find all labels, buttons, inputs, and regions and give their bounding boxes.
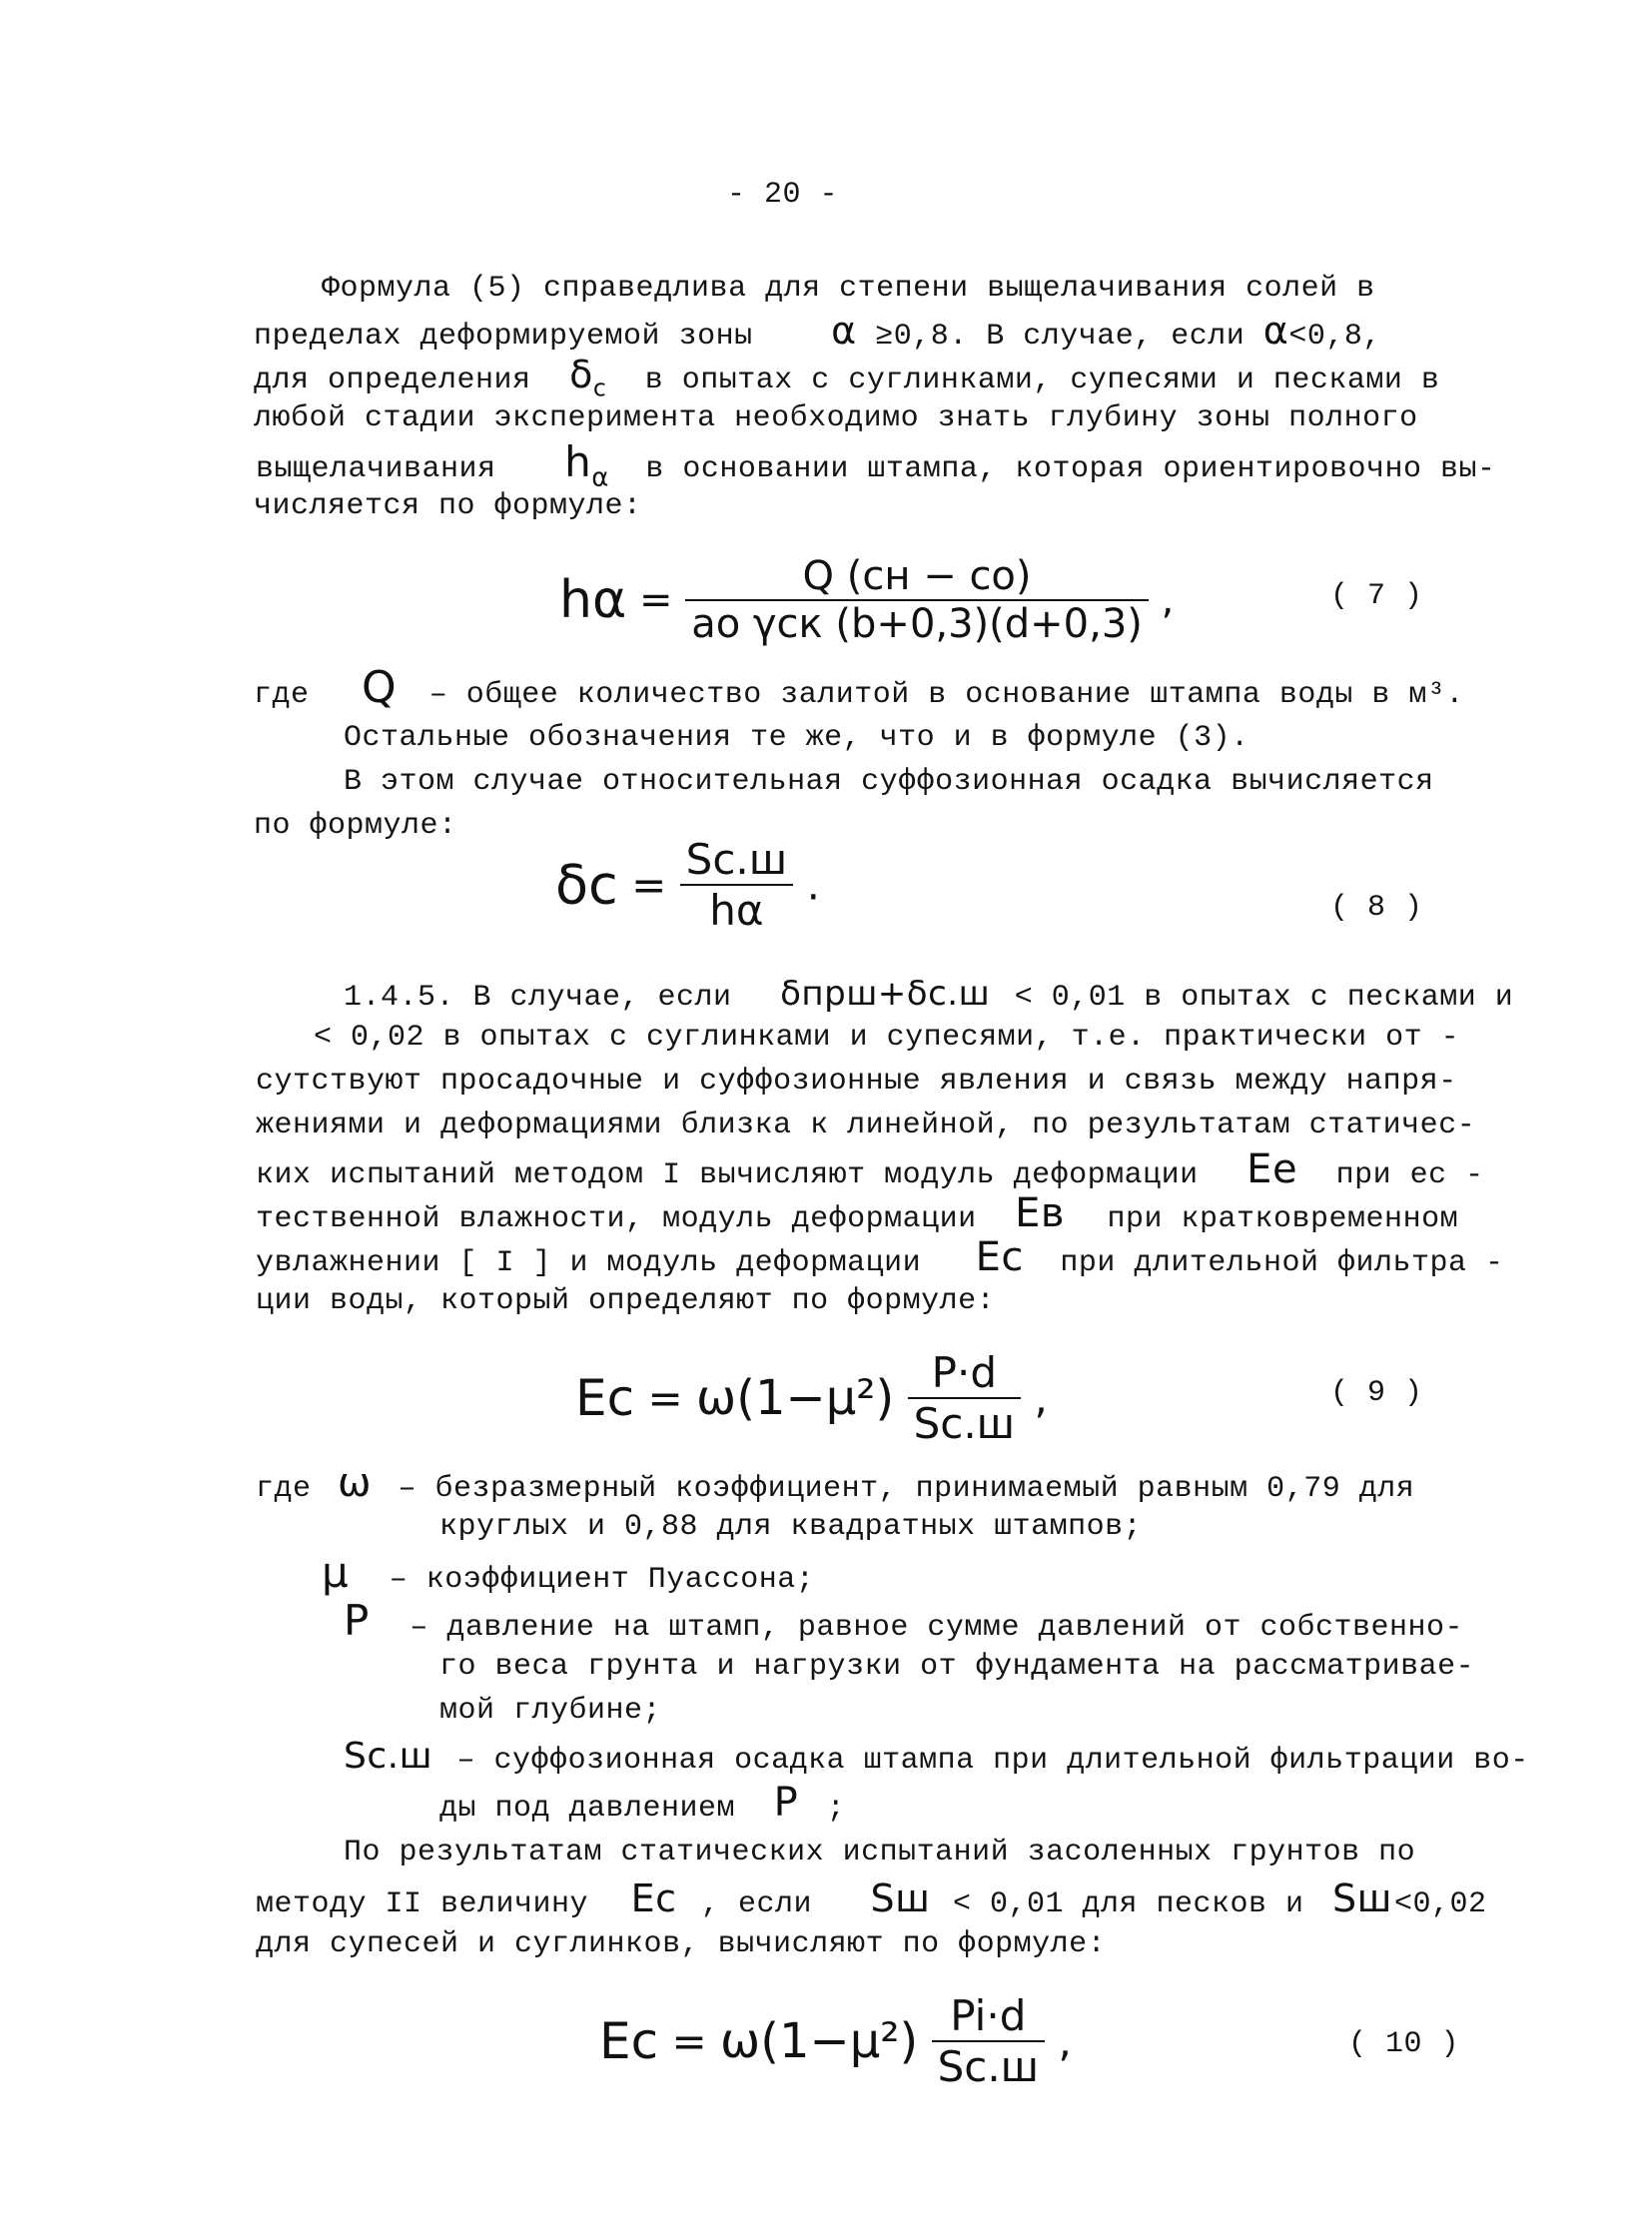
equation-8 bbox=[555, 835, 820, 935]
text-line: < 0,02 в опытах с суглинками и супесями, т.е. практически от - bbox=[314, 1021, 1460, 1055]
eq-numerator: Sс.ш bbox=[680, 835, 794, 886]
text-line: го веса грунта и нагрузки от фундамента на рассматривае- bbox=[439, 1650, 1475, 1684]
text-fragment: – коэффициент Пуассона; bbox=[389, 1563, 815, 1597]
symbol-q: Q bbox=[362, 662, 398, 713]
text-fragment: < 0,01 для песков и bbox=[952, 1887, 1304, 1921]
text-fragment: в опытах с суглинками, супесями и песками в bbox=[644, 364, 1440, 397]
text-line: любой стадии эксперимента необходимо знать глубину зоны полного bbox=[254, 401, 1418, 435]
text-fragment: ды под давлением bbox=[439, 1792, 736, 1826]
symbol-e-v: Eв bbox=[1015, 1190, 1065, 1236]
text-line: По результатам статических испытаний засоленных грунтов по bbox=[344, 1836, 1416, 1869]
period: . bbox=[806, 860, 820, 910]
eq-lhs: δc bbox=[555, 853, 618, 917]
eq-numerator: Pi·d bbox=[932, 1991, 1046, 2042]
symbol-delta-c: $\delta_c$ bbox=[569, 353, 607, 402]
equation-10 bbox=[599, 1991, 1072, 2091]
equation-9 bbox=[575, 1348, 1048, 1448]
text-line bbox=[256, 1460, 1415, 1508]
text-fragment: при ес - bbox=[1335, 1158, 1484, 1192]
text-line bbox=[256, 1190, 1459, 1238]
eq-denominator: aо γск (b+0,3)(d+0,3) bbox=[691, 601, 1143, 647]
eq-denominator: Sс.ш bbox=[913, 1399, 1016, 1448]
text-fragment: – безразмерный коэффициент, принимаемый равным 0,79 для bbox=[398, 1472, 1415, 1506]
symbol-mu: μ bbox=[322, 1548, 350, 1597]
equals-sign: = bbox=[671, 2016, 707, 2066]
text-fragment: где bbox=[254, 678, 310, 712]
text-line: жениями и деформациями близка к линейной, по результатам статичес- bbox=[256, 1109, 1476, 1142]
text-fragment: для определения bbox=[254, 364, 531, 397]
text-fragment: выщелачивания bbox=[256, 452, 496, 486]
symbol-p: P bbox=[773, 1780, 799, 1826]
symbol-e-c: Eс bbox=[630, 1876, 677, 1920]
eq-numerator: P·d bbox=[908, 1348, 1022, 1399]
equation-number: ( 7 ) bbox=[1330, 579, 1423, 613]
eq-factor: ω(1−μ²) bbox=[696, 1370, 895, 1426]
eq-numerator: Q (cн − cо) bbox=[685, 553, 1149, 601]
text-fragment: – давление на штамп, равное сумме давлений от собственно- bbox=[410, 1611, 1464, 1645]
symbol-s-csh: Sс.ш bbox=[344, 1736, 433, 1777]
eq-lhs: Eс bbox=[575, 1369, 635, 1427]
symbol-s-sh: Sш bbox=[1332, 1876, 1392, 1920]
text-line: по формуле: bbox=[254, 809, 457, 843]
text-fragment: тественной влажности, модуль деформации bbox=[256, 1202, 977, 1236]
text-fragment: при кратковременном bbox=[1107, 1202, 1459, 1236]
eq-denominator: Sс.ш bbox=[937, 2042, 1040, 2091]
eq-lhs: hα bbox=[559, 570, 627, 630]
eq-fraction bbox=[685, 553, 1149, 647]
text-line bbox=[344, 1596, 1464, 1647]
text-line bbox=[254, 309, 1381, 356]
text-line bbox=[344, 1738, 1529, 1780]
comma: , bbox=[1058, 2016, 1072, 2066]
symbol-h-alpha: $h_\alpha$ bbox=[564, 437, 609, 493]
text-line bbox=[344, 975, 1513, 1017]
eq-lhs: Eс bbox=[599, 2012, 659, 2070]
equation-number: ( 9 ) bbox=[1330, 1376, 1423, 1410]
text-fragment: методу II величину bbox=[256, 1887, 589, 1921]
symbol-e-e: Eе bbox=[1246, 1146, 1298, 1192]
text-line bbox=[256, 1146, 1484, 1194]
text-fragment: ких испытаний методом I вычисляют модуль деформации bbox=[256, 1158, 1199, 1192]
eq-fraction bbox=[680, 835, 794, 935]
text-line: Формула (5) справедлива для степени выщелачивания солей в bbox=[322, 272, 1375, 306]
text-fragment: ≥0,8. В случае, если bbox=[875, 320, 1245, 354]
text-line bbox=[256, 1876, 1487, 1923]
comma: , bbox=[1161, 577, 1175, 623]
text-fragment: <0,02 bbox=[1393, 1887, 1487, 1921]
text-fragment: < 0,01 в опытах с песками и bbox=[1014, 981, 1514, 1015]
text-fragment: где bbox=[256, 1472, 312, 1506]
text-fragment: ; bbox=[826, 1792, 846, 1826]
text-fragment: при длительной фильтра - bbox=[1060, 1246, 1504, 1280]
page-number: - 20 - bbox=[727, 178, 839, 212]
comma: , bbox=[1034, 1373, 1048, 1423]
equals-sign: = bbox=[631, 860, 667, 910]
text-fragment: , если bbox=[701, 1887, 813, 1921]
symbol-alpha: α bbox=[831, 309, 857, 353]
symbol-delta-sum: δпрш+δс.ш bbox=[780, 974, 991, 1014]
text-fragment: 1.4.5. В случае, если bbox=[344, 981, 732, 1015]
text-line: мой глубине; bbox=[439, 1694, 662, 1728]
text-line: ции воды, который определяют по формуле: bbox=[256, 1284, 996, 1318]
text-line bbox=[322, 1548, 815, 1599]
symbol-s-sh: Sш bbox=[870, 1876, 931, 1920]
text-fragment: – суффозионная осадка штампа при длительной фильтрации во- bbox=[456, 1744, 1529, 1778]
equation-number: ( 8 ) bbox=[1330, 891, 1423, 925]
equals-sign: = bbox=[638, 577, 673, 623]
text-fragment: пределах деформируемой зоны bbox=[254, 320, 753, 354]
eq-factor: ω(1−μ²) bbox=[720, 2013, 919, 2069]
text-fragment: увлажнении [ I ] и модуль деформации bbox=[256, 1246, 922, 1280]
text-line: сутствуют просадочные и суффозионные явления и связь между напря- bbox=[256, 1065, 1457, 1099]
symbol-alpha: α bbox=[1262, 309, 1289, 353]
text-line: круглых и 0,88 для квадратных штампов; bbox=[439, 1510, 1143, 1544]
symbol-omega: ω bbox=[338, 1460, 373, 1506]
equation-number: ( 10 ) bbox=[1348, 2027, 1460, 2061]
symbol-p: P bbox=[344, 1596, 370, 1645]
text-line: числяется по формуле: bbox=[254, 489, 642, 523]
symbol-e-c: Eс bbox=[975, 1234, 1024, 1280]
text-line bbox=[254, 662, 1464, 714]
equation-7 bbox=[559, 553, 1174, 647]
text-fragment: <0,8, bbox=[1288, 320, 1381, 354]
text-line: Остальные обозначения те же, что и в формуле (3). bbox=[344, 721, 1249, 755]
text-line bbox=[256, 1234, 1504, 1282]
text-fragment: – общее количество залитой в основание штампа воды в м³. bbox=[428, 678, 1464, 712]
text-line bbox=[439, 1780, 846, 1828]
eq-fraction bbox=[932, 1991, 1046, 2091]
equals-sign: = bbox=[647, 1373, 683, 1423]
text-line: для супесей и суглинков, вычисляют по формуле: bbox=[256, 1927, 1107, 1961]
eq-denominator: hα bbox=[709, 886, 764, 935]
text-line: В этом случае относительная суффозионная осадка вычисляется bbox=[344, 765, 1434, 799]
text-fragment: в основании штампа, которая ориентировочно вы- bbox=[645, 452, 1496, 486]
eq-fraction bbox=[908, 1348, 1022, 1448]
